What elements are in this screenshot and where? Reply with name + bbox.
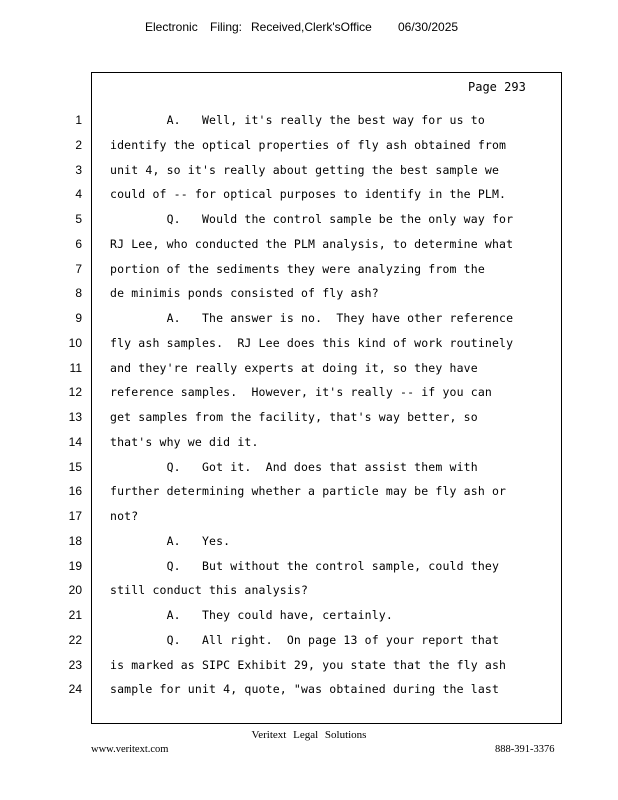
line-number: 24 — [68, 682, 82, 697]
transcript-line — [0, 232, 618, 257]
transcript-line — [0, 158, 618, 183]
line-text: Q. All right. On page 13 of your report that — [110, 632, 500, 647]
line-text: still conduct this analysis? — [110, 583, 309, 598]
footer-website: www.veritext.com — [91, 744, 169, 755]
line-text: Q. Would the control sample be the only way for — [110, 212, 514, 226]
line-text: Q. Got it. And does that assist them with — [110, 459, 478, 474]
line-number: 21 — [68, 608, 82, 622]
line-number: 15 — [68, 459, 82, 474]
line-text: and they're really experts at doing it, so they have — [110, 360, 478, 375]
transcript-line — [0, 479, 618, 504]
transcript-line — [0, 257, 618, 282]
line-text: Q. But without the control sample, could they — [110, 558, 500, 573]
line-number: 17 — [68, 509, 82, 523]
transcript-line — [0, 207, 618, 232]
transcript-line — [0, 455, 618, 480]
line-text: A. The answer is no. They have other reference — [110, 311, 514, 325]
line-text: A. Well, it's really the best way for us to — [110, 113, 485, 127]
line-text: get samples from the facility, that's way better, so — [110, 410, 478, 424]
line-text: RJ Lee, who conducted the PLM analysis, to determine what — [110, 236, 514, 251]
transcript-line — [0, 380, 618, 405]
line-text: portion of the sediments they were analyzing from the — [110, 261, 485, 276]
line-text: that's why we did it. — [110, 434, 259, 449]
line-text: could of -- for optical purposes to identify in the PLM. — [110, 187, 507, 202]
transcript-line — [0, 356, 618, 381]
line-number: 10 — [68, 335, 82, 350]
line-number: 1 — [75, 113, 82, 127]
line-number: 22 — [68, 632, 82, 647]
line-number: 16 — [68, 484, 82, 499]
transcript-line — [0, 653, 618, 678]
page-number: Page 293 — [468, 80, 526, 94]
transcript-line — [0, 578, 618, 603]
transcript-line — [0, 628, 618, 653]
header-electronic: Electronic — [145, 20, 198, 34]
transcript-line — [0, 281, 618, 306]
footer-company: Veritext Legal Solutions — [251, 729, 367, 741]
transcript-line — [0, 603, 618, 628]
transcript-body — [0, 108, 618, 702]
transcript-line — [0, 405, 618, 430]
transcript-line — [0, 182, 618, 207]
transcript-line — [0, 677, 618, 702]
line-number: 8 — [75, 286, 82, 301]
filing-header — [0, 20, 618, 38]
line-text: identify the optical properties of fly ash obtained from — [110, 137, 507, 152]
line-text: reference samples. However, it's really -- if you can — [110, 385, 492, 400]
footer-phone: 888-391-3376 — [495, 744, 555, 755]
line-text: A. Yes. — [110, 533, 231, 548]
line-number: 3 — [75, 162, 82, 177]
line-number: 12 — [68, 385, 82, 400]
line-number: 18 — [68, 533, 82, 548]
line-number: 6 — [75, 236, 82, 251]
transcript-line — [0, 108, 618, 133]
line-number: 9 — [75, 311, 82, 325]
line-number: 13 — [68, 410, 82, 424]
line-text: is marked as SIPC Exhibit 29, you state that the fly ash — [110, 657, 507, 672]
line-text: further determining whether a particle may be fly ash or — [110, 484, 507, 499]
line-text: fly ash samples. RJ Lee does this kind of work routinely — [110, 335, 514, 350]
transcript-line — [0, 554, 618, 579]
line-text: A. They could have, certainly. — [110, 608, 393, 622]
header-received: Received,Clerk'sOffice — [251, 20, 372, 34]
line-number: 5 — [75, 212, 82, 226]
line-text: not? — [110, 509, 139, 523]
line-number: 4 — [75, 187, 82, 202]
transcript-line — [0, 504, 618, 529]
line-number: 19 — [68, 558, 82, 573]
line-text: unit 4, so it's really about getting the best sample we — [110, 162, 500, 177]
transcript-line — [0, 331, 618, 356]
line-number: 2 — [75, 137, 82, 152]
line-number: 14 — [68, 434, 82, 449]
line-number: 23 — [68, 657, 82, 672]
transcript-line — [0, 306, 618, 331]
transcript-line — [0, 430, 618, 455]
transcript-line — [0, 133, 618, 158]
line-text: de minimis ponds consisted of fly ash? — [110, 286, 379, 301]
transcript-line — [0, 529, 618, 554]
header-filing: Filing: — [210, 20, 243, 34]
line-text: sample for unit 4, quote, "was obtained during the last — [110, 682, 500, 697]
header-date: 06/30/2025 — [398, 20, 459, 34]
line-number: 7 — [75, 261, 82, 276]
line-number: 20 — [68, 583, 82, 598]
line-number: 11 — [69, 360, 82, 375]
